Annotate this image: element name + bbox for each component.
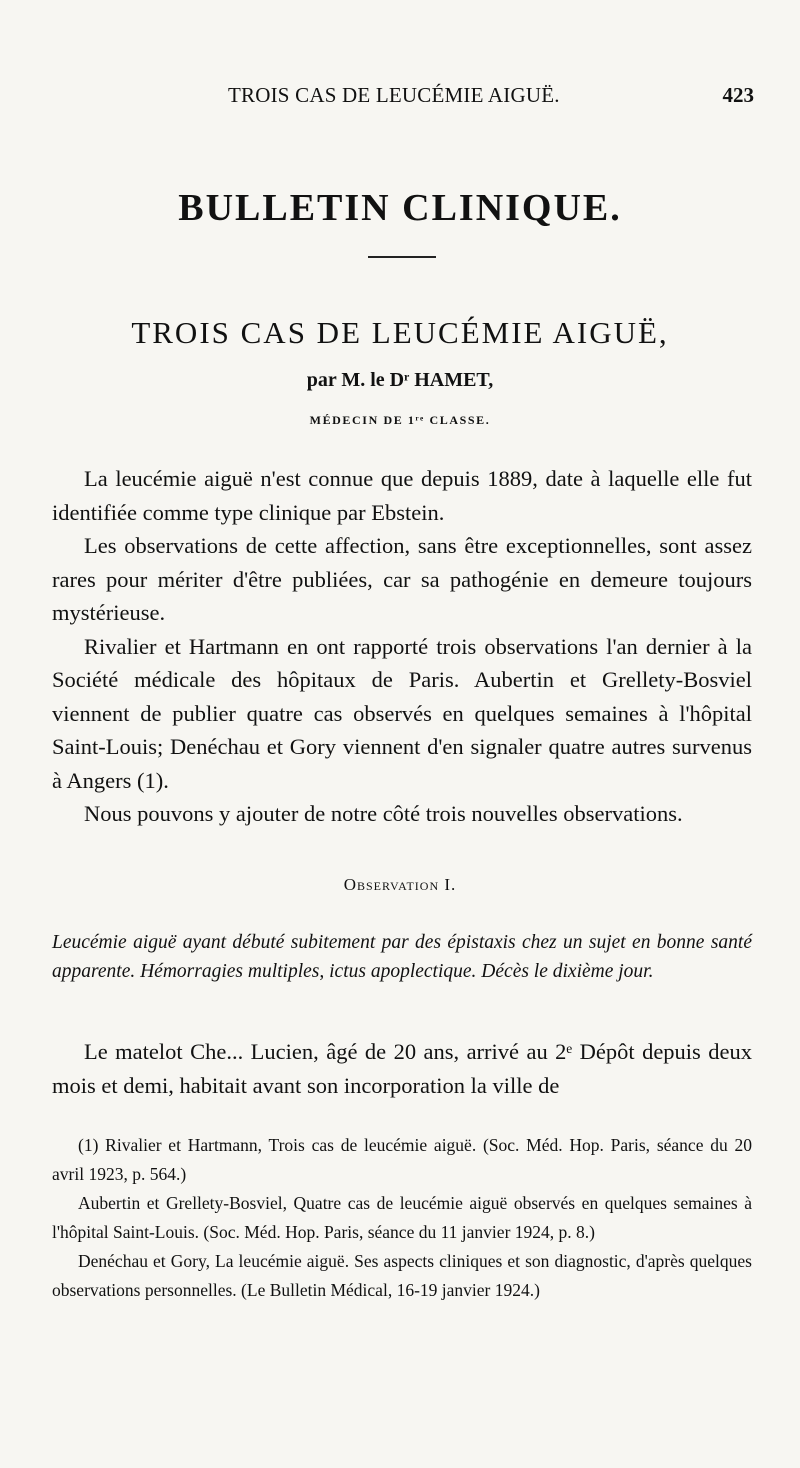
observation-body: Le matelot Che... Lucien, âgé de 20 ans, arrivé au 2ᵉ Dépôt depuis deux mois et demi, habitait avant son incorporation la ville de	[52, 1039, 752, 1098]
article-body	[52, 462, 752, 831]
page-number: 423	[722, 83, 754, 107]
running-head	[0, 83, 800, 113]
paragraph: Nous pouvons y ajouter de notre côté trois nouvelles observations.	[84, 801, 683, 826]
footnote: (1) Rivalier et Hartmann, Trois cas de leucémie aiguë. (Soc. Méd. Hop. Paris, séance du 20 avril 1923, p. 564.)	[52, 1135, 752, 1184]
paragraph-text: Les observations de cette affection, sans être exceptionnelles, sont assez rares pour mériter d'être publiées, car sa pathogénie en demeure toujours mystérieuse.	[52, 533, 752, 625]
footnote: Denéchau et Gory, La leucémie aiguë. Ses aspects cliniques et son diagnostic, d'après quelques observations personnelles. (Le Bulletin Médical, 16-19 janvier 1924.)	[52, 1251, 752, 1300]
footnotes	[52, 1131, 752, 1305]
paragraph	[52, 529, 752, 630]
paragraph-text: Rivalier et Hartmann en ont rapporté trois observations l'an dernier à la Société médicale des hôpitaux de Paris. Aubertin et Grellety-Bosviel viennent de publier quatre cas observés en quelques semaines à l'hôpital Saint-Louis; Denéchau et Gory viennent d'en signaler quatre autres survenus à Angers	[52, 633, 752, 793]
observation-summary: Leucémie aiguë ayant débuté subitement par des épistaxis chez un sujet en bonne santé apparente. Hémorragies multiples, ictus apoplectique. Décès le dixième jour.	[52, 932, 752, 982]
paragraph: La leucémie aiguë n'est connue que depuis 1889, date à laquelle elle fut identifiée comme type clinique par Ebstein.	[52, 466, 752, 525]
article-title: TROIS CAS DE LEUCÉMIE AIGUË,	[131, 315, 669, 350]
observation-heading: Observation I.	[343, 875, 457, 894]
author-position: MÉDECIN DE 1ʳᵉ CLASSE.	[309, 413, 491, 427]
title-rule-divider	[368, 256, 436, 258]
footnote-reference: (1).	[136, 767, 169, 793]
running-title: TROIS CAS DE LEUCÉMIE AIGUË.	[228, 83, 560, 107]
section-title: BULLETIN CLINIQUE.	[178, 187, 622, 229]
paragraph	[52, 630, 752, 798]
author-byline: par M. le Dʳ HAMET,	[306, 369, 494, 391]
footnote: Aubertin et Grellety-Bosviel, Quatre cas de leucémie aiguë observés en quelques semaines à l'hôpital Saint-Louis. (Soc. Méd. Hop. Paris, séance du 11 janvier 1924, p. 8.)	[52, 1193, 752, 1242]
